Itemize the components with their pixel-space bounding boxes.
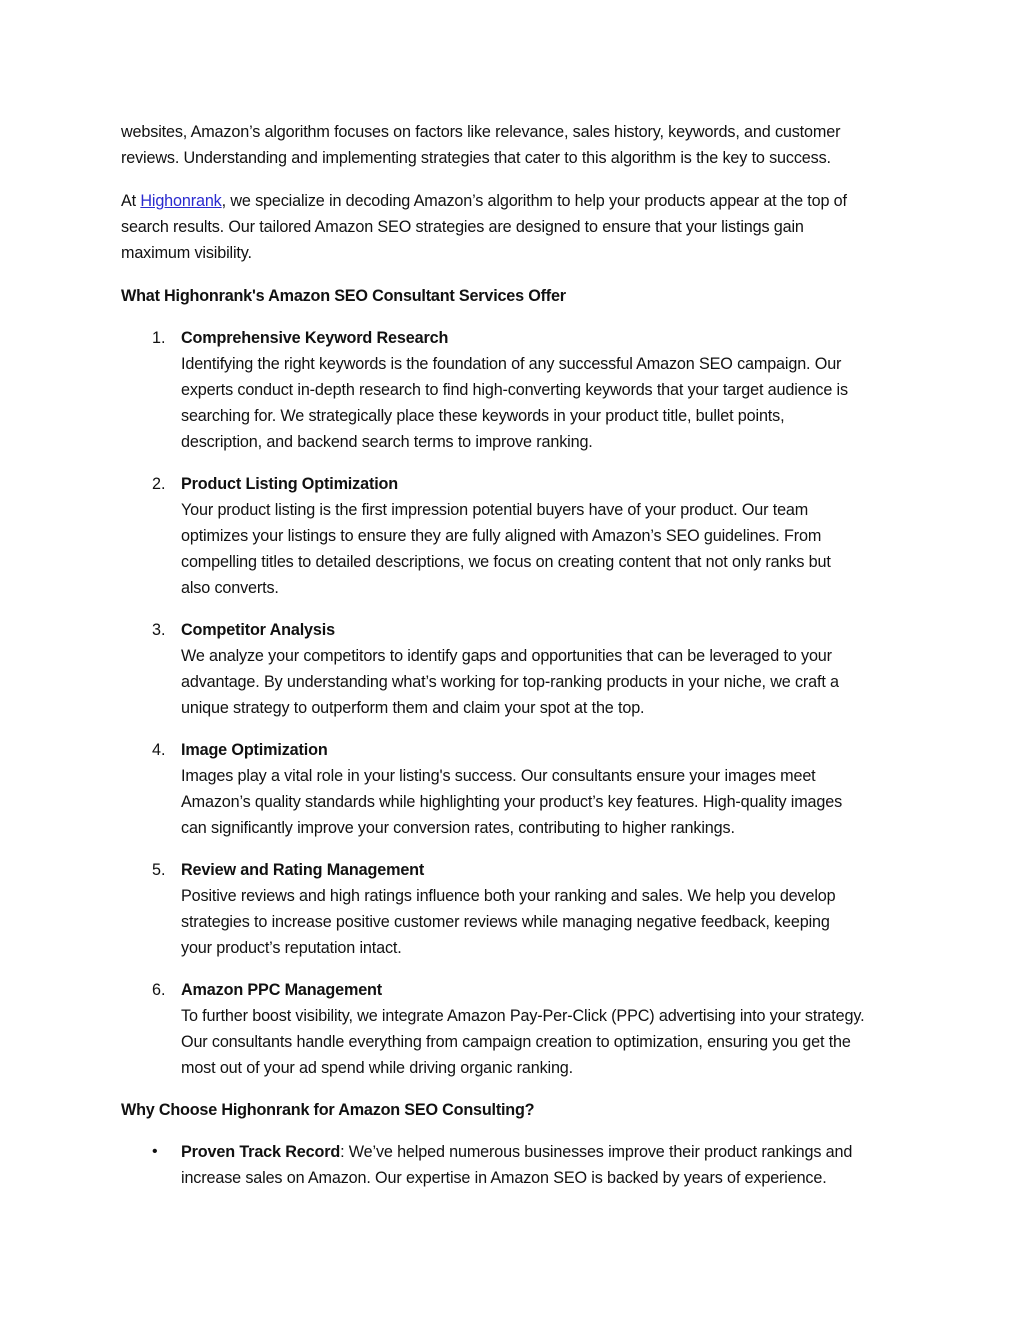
text-line: searching for. We strategically place these keywords in your product title, bullet points, <box>181 407 785 425</box>
reasons-list <box>121 1139 911 1191</box>
reason-title: Proven Track Record <box>181 1143 341 1161</box>
service-item <box>121 325 911 455</box>
text-line: your product’s reputation intact. <box>181 939 402 957</box>
intro-paragraph-2 <box>121 188 911 266</box>
reason-item <box>121 1139 911 1191</box>
text-line: increase sales on Amazon. Our expertise in Amazon SEO is backed by years of experience. <box>181 1169 827 1187</box>
text-line: can significantly improve your conversion rates, contributing to higher rankings. <box>181 819 735 837</box>
list-number: 3. <box>152 621 166 639</box>
text-segment: At <box>121 192 141 210</box>
text-line: Images play a vital role in your listing's success. Our consultants ensure your images meet <box>181 767 816 785</box>
text-line: Your product listing is the first impression potential buyers have of your product. Our team <box>181 501 809 519</box>
why-heading: Why Choose Highonrank for Amazon SEO Consulting? <box>121 1101 535 1119</box>
text-line: strategies to increase positive customer reviews while managing negative feedback, keeping <box>181 913 830 931</box>
intro-paragraph-1 <box>121 119 911 171</box>
service-item <box>121 471 911 601</box>
document-page <box>121 119 911 1191</box>
text-line: unique strategy to outperform them and claim your spot at the top. <box>181 699 645 717</box>
bullet-icon: • <box>152 1143 158 1160</box>
list-number: 2. <box>152 475 166 493</box>
text-line: Amazon’s quality standards while highlighting your product’s key features. High-quality images <box>181 793 843 811</box>
text-line: optimizes your listings to ensure they are fully aligned with Amazon’s SEO guidelines. From <box>181 527 822 545</box>
text-line: compelling titles to detailed descriptions, we focus on creating content that not only ranks but <box>181 553 831 571</box>
text-line <box>121 188 911 214</box>
text-line: websites, Amazon’s algorithm focuses on factors like relevance, sales history, keywords, and customer <box>121 123 841 141</box>
text-line: We analyze your competitors to identify gaps and opportunities that can be leveraged to your <box>181 647 832 665</box>
text-line: description, and backend search terms to improve ranking. <box>181 433 593 451</box>
list-number: 4. <box>152 741 166 759</box>
text-line: also converts. <box>181 579 279 597</box>
service-title: Comprehensive Keyword Research <box>181 329 449 347</box>
list-number: 5. <box>152 861 166 879</box>
text-line: advantage. By understanding what’s working for top-ranking products in your niche, we craft a <box>181 673 839 691</box>
service-title: Competitor Analysis <box>181 621 335 639</box>
text-line: To further boost visibility, we integrate Amazon Pay-Per-Click (PPC) advertising into your strategy. <box>181 1007 865 1025</box>
text-line: search results. Our tailored Amazon SEO strategies are designed to ensure that your listings gain <box>121 218 804 236</box>
text-line: Identifying the right keywords is the foundation of any successful Amazon SEO campaign. Our <box>181 355 842 373</box>
text-line: maximum visibility. <box>121 244 252 262</box>
text-segment: , we specialize in decoding Amazon’s algorithm to help your products appear at the top of <box>221 192 847 210</box>
text-line: experts conduct in-depth research to find high-converting keywords that your target audience is <box>181 381 848 399</box>
service-title: Product Listing Optimization <box>181 475 399 493</box>
text-line: most out of your ad spend while driving organic ranking. <box>181 1059 574 1077</box>
text-line: Our consultants handle everything from campaign creation to optimization, ensuring you get the <box>181 1033 851 1051</box>
service-item <box>121 857 911 961</box>
service-item <box>121 617 911 721</box>
list-number: 1. <box>152 329 166 347</box>
list-number: 6. <box>152 981 166 999</box>
service-item <box>121 977 911 1081</box>
services-heading: What Highonrank's Amazon SEO Consultant Services Offer <box>121 287 566 305</box>
text-line: Positive reviews and high ratings influence both your ranking and sales. We help you develop <box>181 887 836 905</box>
service-title: Amazon PPC Management <box>181 981 383 999</box>
services-list <box>121 325 911 1081</box>
service-title: Image Optimization <box>181 741 328 759</box>
text-line: reviews. Understanding and implementing strategies that cater to this algorithm is the key to success. <box>121 149 831 167</box>
highonrank-link[interactable]: Highonrank <box>140 192 222 210</box>
service-title: Review and Rating Management <box>181 861 425 879</box>
service-item <box>121 737 911 841</box>
text-line <box>181 1139 911 1165</box>
text-segment: : We’ve helped numerous businesses improve their product rankings and <box>340 1143 853 1161</box>
